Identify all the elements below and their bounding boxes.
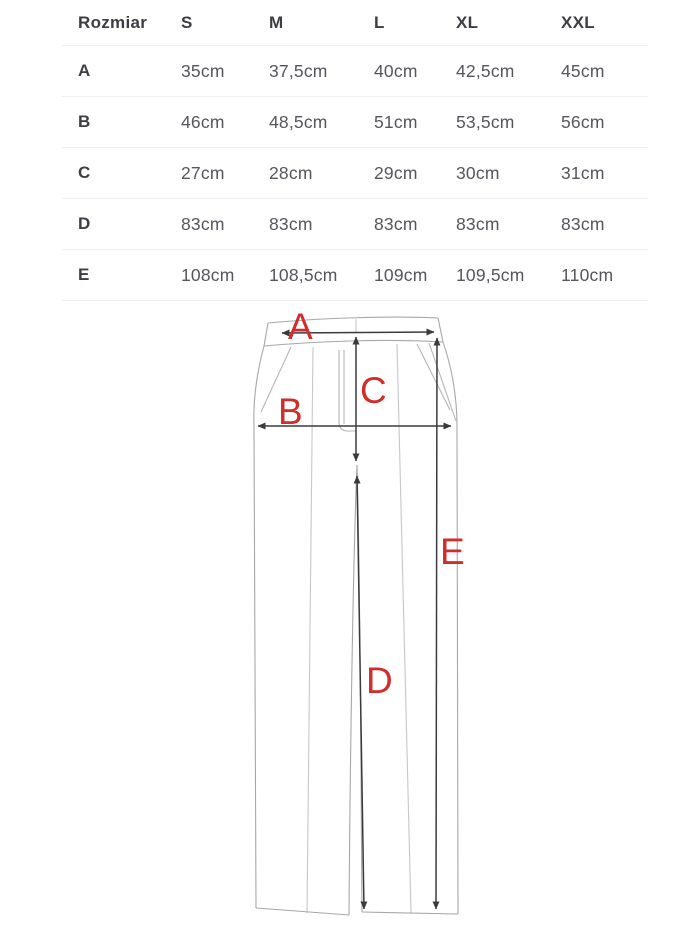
size-value: 53,5cm — [456, 111, 515, 132]
column-header-rozmiar: Rozmiar — [78, 12, 148, 32]
label-a: A — [288, 306, 313, 347]
size-value: 83cm — [181, 213, 225, 234]
column-header-xxl: XXL — [561, 12, 595, 32]
size-value: 83cm — [561, 213, 605, 234]
left-crease-line — [307, 347, 313, 913]
label-d: D — [366, 660, 393, 701]
right-crease-line — [397, 344, 411, 913]
fly-j-stitch — [339, 350, 356, 431]
measure-arrow-e-side-length — [436, 338, 437, 909]
size-value: 110cm — [561, 264, 614, 285]
column-header-m: M — [269, 12, 284, 32]
trousers-measurement-diagram — [0, 300, 700, 933]
size-value: 108,5cm — [269, 264, 338, 285]
right-pocket-line-2 — [429, 343, 456, 421]
measure-arrow-d-inseam — [357, 476, 364, 909]
size-value: 30cm — [456, 162, 500, 183]
size-value: 31cm — [561, 162, 605, 183]
left-inseam — [349, 465, 357, 915]
row-label: B — [78, 112, 91, 131]
row-label: C — [78, 163, 91, 182]
size-value: 28cm — [269, 162, 313, 183]
size-value: 37,5cm — [269, 60, 328, 81]
right-outer-seam — [443, 342, 458, 914]
size-value: 51cm — [374, 111, 418, 132]
column-header-s: S — [181, 12, 193, 32]
table-row-e — [62, 250, 648, 301]
label-e: E — [440, 531, 465, 572]
size-table — [62, 0, 648, 301]
row-label: D — [78, 214, 91, 233]
size-value: 29cm — [374, 162, 418, 183]
waistband-right-edge — [438, 318, 443, 342]
size-value: 83cm — [374, 213, 418, 234]
label-c: C — [360, 370, 387, 411]
waistband-left-edge — [264, 323, 268, 346]
column-header-l: L — [374, 12, 385, 32]
size-value: 56cm — [561, 111, 605, 132]
size-value: 45cm — [561, 60, 605, 81]
table-row-d — [62, 199, 648, 250]
size-value: 42,5cm — [456, 60, 515, 81]
size-value: 46cm — [181, 111, 225, 132]
right-pocket-line-1 — [417, 344, 450, 410]
column-header-xl: XL — [456, 12, 479, 32]
table-row-a — [62, 46, 648, 97]
row-label: A — [78, 61, 91, 80]
left-hem-line — [256, 908, 349, 915]
table-row-b — [62, 97, 648, 148]
size-value: 40cm — [374, 60, 418, 81]
size-value: 108cm — [181, 264, 235, 285]
left-outer-seam — [254, 346, 264, 908]
size-value: 109,5cm — [456, 264, 525, 285]
size-value: 109cm — [374, 264, 428, 285]
label-b: B — [278, 391, 303, 432]
size-value: 48,5cm — [269, 111, 328, 132]
size-value: 35cm — [181, 60, 225, 81]
size-value: 27cm — [181, 162, 225, 183]
table-row-c — [62, 148, 648, 199]
size-value: 83cm — [269, 213, 313, 234]
row-label: E — [78, 265, 90, 284]
table-header-row — [62, 0, 648, 46]
size-value: 83cm — [456, 213, 500, 234]
right-hem-line — [362, 912, 458, 914]
